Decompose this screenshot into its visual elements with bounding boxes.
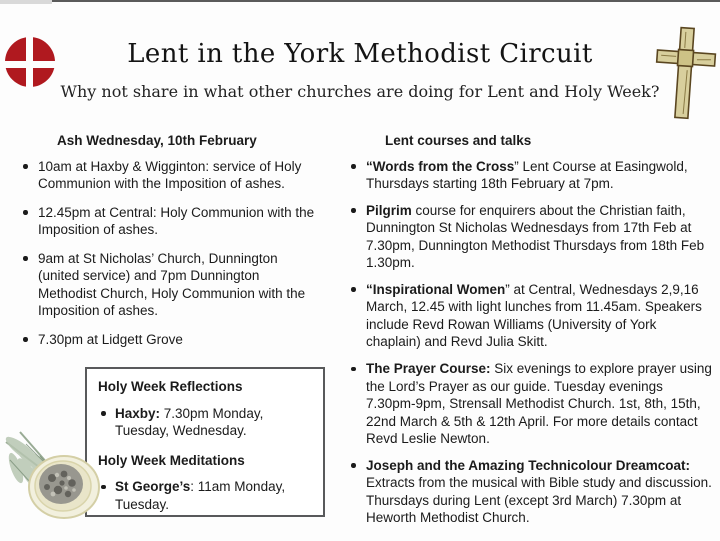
venue-times: 7.30pm Monday, Tuesday, Wednesday.	[115, 405, 264, 439]
list-item	[348, 158, 714, 193]
service-text: 7.30pm at Lidgett Grove	[38, 331, 183, 347]
holy-week-heading: Holy Week Meditations	[98, 452, 245, 468]
venue-times: : 11am Monday, Tuesday.	[115, 479, 286, 512]
page-subtitle: Why not share in what other churches are doing for Lent and Holy Week?	[60, 81, 660, 101]
holy-week-reflections-list	[98, 405, 312, 440]
list-item	[20, 204, 318, 239]
service-text: 10am at Haxby & Wigginton: service of Holy Communion with the Imposition of ashes.	[38, 158, 302, 192]
service-text: 12.45pm at Central: Holy Communion with the Imposition of ashes.	[38, 204, 315, 238]
ash-wednesday-column	[20, 132, 318, 359]
list-item	[98, 405, 312, 440]
list-item	[348, 281, 714, 351]
page-title: Lent in the York Methodist Circuit	[127, 39, 593, 69]
venue-name: St George’s	[115, 479, 191, 495]
list-item	[20, 250, 318, 320]
holy-week-meditations-list	[98, 478, 312, 513]
holy-week-heading: Holy Week Reflections	[98, 379, 243, 394]
list-item	[348, 360, 714, 448]
list-item	[348, 457, 714, 527]
holy-week-box	[85, 367, 325, 517]
course-name: “Words from the Cross	[366, 158, 515, 174]
course-name: “Inspirational Women	[366, 281, 506, 297]
course-details: Six evenings to explore prayer using the Lord’s Prayer as our guide. Tuesday evenings 7.30pm-9pm, Strensall Methodist Church. 1st, 8th, 15th, 22nd March & 5th & 12th April. For more details contact Revd Leslie Newton.	[366, 361, 712, 447]
course-name: The Prayer Course:	[366, 361, 491, 377]
list-item	[20, 331, 318, 349]
course-details: Extracts from the musical with Bible study and discussion. Thursdays during Lent (except 3rd March) 7.30pm at Heworth Methodist Church.	[366, 475, 712, 526]
course-name: Pilgrim	[366, 202, 412, 218]
flyer-header	[0, 38, 720, 101]
lent-courses-list	[348, 158, 714, 527]
service-text: 9am at St Nicholas’ Church, Dunnington (united service) and 7pm Dunnington Methodist Church, Holy Communion with the Imposition of ashes.	[38, 250, 306, 319]
lent-courses-column	[348, 132, 714, 536]
course-details: ” at Central, Wednesdays 2,9,16 March, 12.45 with light lunches from 11.45am. Speakers include Revd Rowan Williams (University of York chaplain) and Revd Julia Skitt.	[366, 281, 702, 350]
list-item	[348, 202, 714, 272]
list-item	[98, 478, 312, 513]
column-heading: Ash Wednesday, 10th February	[57, 133, 257, 148]
course-details: course for enquirers about the Christian faith, Dunnington St Nicholas Wednesdays from 17th Feb at 7.30pm, Dunnington Methodist Thursdays from 18th Feb 1.30pm.	[366, 202, 705, 271]
top-left-notch	[0, 0, 52, 4]
list-item	[20, 158, 318, 193]
course-name: Joseph and the Amazing Technicolour Dreamcoat:	[366, 457, 691, 473]
ash-wednesday-list	[20, 158, 318, 349]
column-heading: Lent courses and talks	[385, 133, 532, 148]
venue-name: Haxby:	[115, 405, 161, 421]
ashes-dish-illustration	[0, 420, 106, 536]
course-details: ” Lent Course at Easingwold, Thursdays starting 18th February at 7pm.	[366, 158, 688, 192]
top-border-rule	[0, 0, 720, 2]
